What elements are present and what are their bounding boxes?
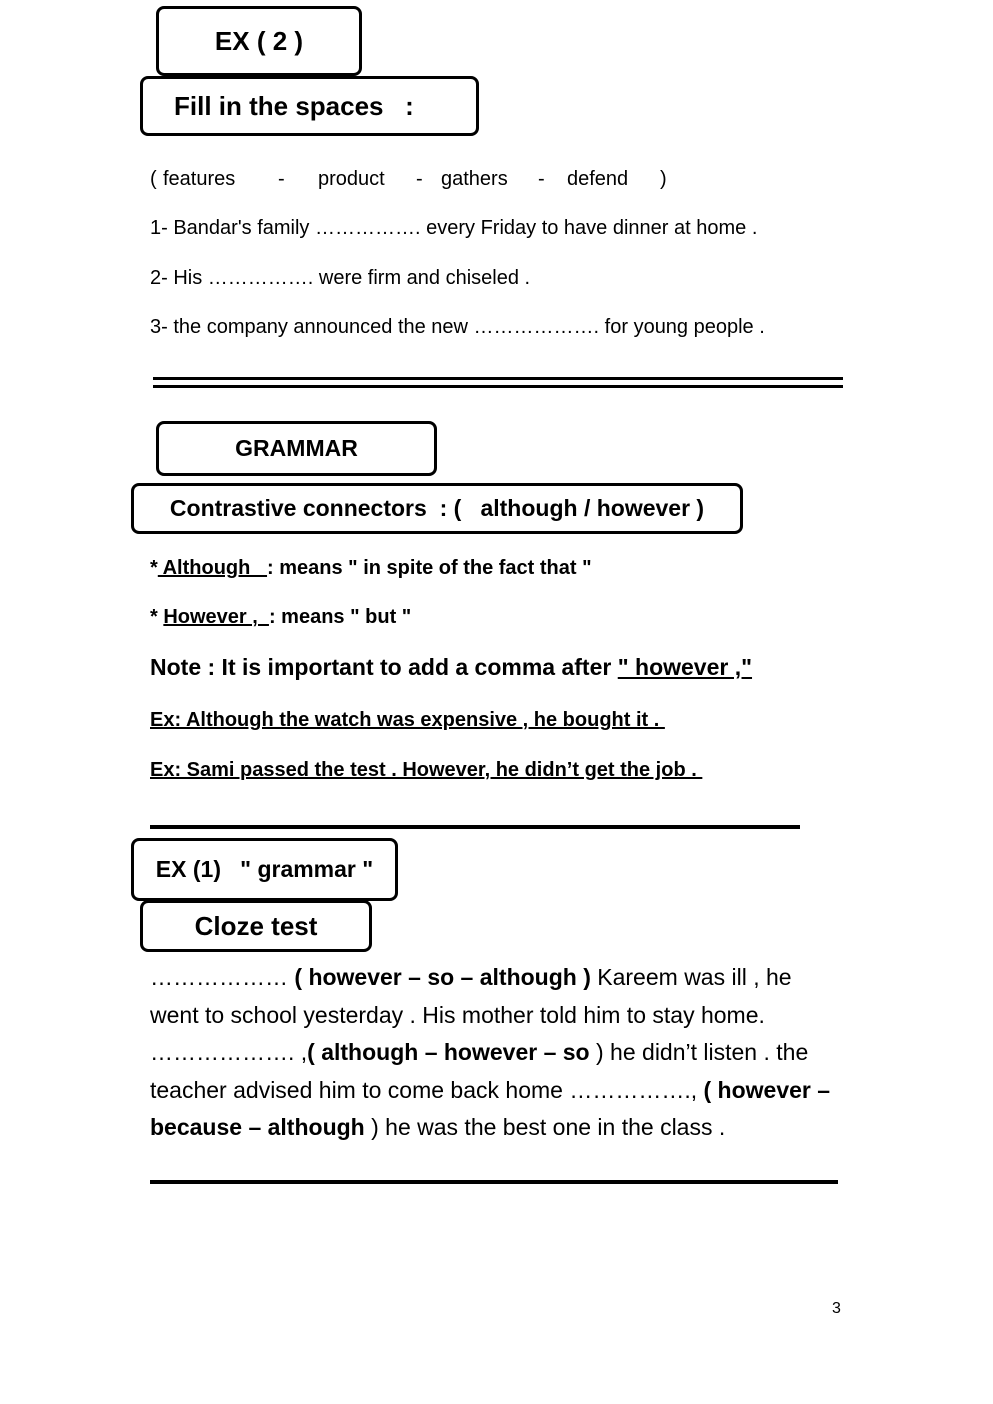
grammar-topic: Contrastive connectors : ( although / however )	[169, 495, 705, 521]
cloze-text: ) he didn’t listen . the teacher advised him to come back home …………….,	[150, 1039, 809, 1103]
options-close: )	[660, 168, 667, 190]
rule-although	[150, 557, 592, 580]
note-highlight: " however ,"	[617, 654, 753, 680]
cloze-options: ( however – so – although )	[294, 964, 591, 990]
cloze-text: ) he was the best one in the class .	[364, 1114, 726, 1140]
rule-term: However ,	[163, 606, 269, 628]
ex1-subtitle-box	[140, 900, 372, 952]
options-open: (	[150, 168, 157, 190]
note	[150, 654, 752, 681]
grammar-title-box	[156, 421, 437, 476]
ex1-title: EX (1) " grammar "	[155, 856, 374, 882]
section-divider	[150, 825, 800, 829]
ex1-subtitle: Cloze test	[194, 910, 318, 941]
cloze-options: ( however – because – although	[150, 1076, 831, 1140]
rule-star: *	[150, 606, 164, 628]
option-separator: -	[416, 168, 423, 190]
ex1-title-box	[131, 838, 398, 901]
fill-sentence-2: 2- His ……………. were firm and chiseled .	[150, 267, 531, 289]
rule-meaning: : means " in spite of the fact that "	[267, 557, 592, 579]
rule-star: *	[150, 557, 158, 579]
page-number: 3	[832, 1300, 841, 1317]
fill-sentence-3: 3- the company announced the new ………………. for young people .	[150, 316, 765, 338]
rule-meaning: : means " but "	[268, 606, 412, 628]
cloze-text: Kareem was ill , he went to school yesterday . His mother told him to stay home. ………………. ,	[150, 964, 792, 1065]
example-1: Ex: Although the watch was expensive , he bought it .	[150, 709, 665, 731]
fill-sentence-1: 1- Bandar's family ……………. every Friday to have dinner at home .	[150, 217, 758, 239]
option-separator: -	[278, 168, 285, 190]
option-word: defend	[567, 168, 629, 190]
ex2-title: EX ( 2 )	[214, 25, 304, 56]
option-word: features	[163, 168, 236, 190]
rule-term: Although	[157, 557, 268, 579]
cloze-options: ( although – however – so	[307, 1039, 590, 1065]
grammar-topic-box	[131, 483, 743, 534]
option-word: product	[318, 168, 385, 190]
ex2-subtitle-box	[140, 76, 479, 136]
double-divider-bottom	[153, 385, 843, 388]
bottom-divider	[150, 1180, 838, 1184]
option-word: gathers	[441, 168, 508, 190]
cloze-paragraph	[150, 959, 840, 1147]
ex2-title-box	[156, 6, 362, 76]
ex2-subtitle: Fill in the spaces :	[174, 90, 414, 121]
note-text: Note : It is important to add a comma after	[150, 654, 618, 680]
cloze-blank: ………………	[150, 964, 295, 990]
option-separator: -	[538, 168, 545, 190]
double-divider-top	[153, 377, 843, 380]
rule-however	[150, 606, 411, 629]
grammar-title: GRAMMAR	[235, 435, 358, 461]
example-2: Ex: Sami passed the test . However, he didn’t get the job .	[150, 759, 703, 781]
